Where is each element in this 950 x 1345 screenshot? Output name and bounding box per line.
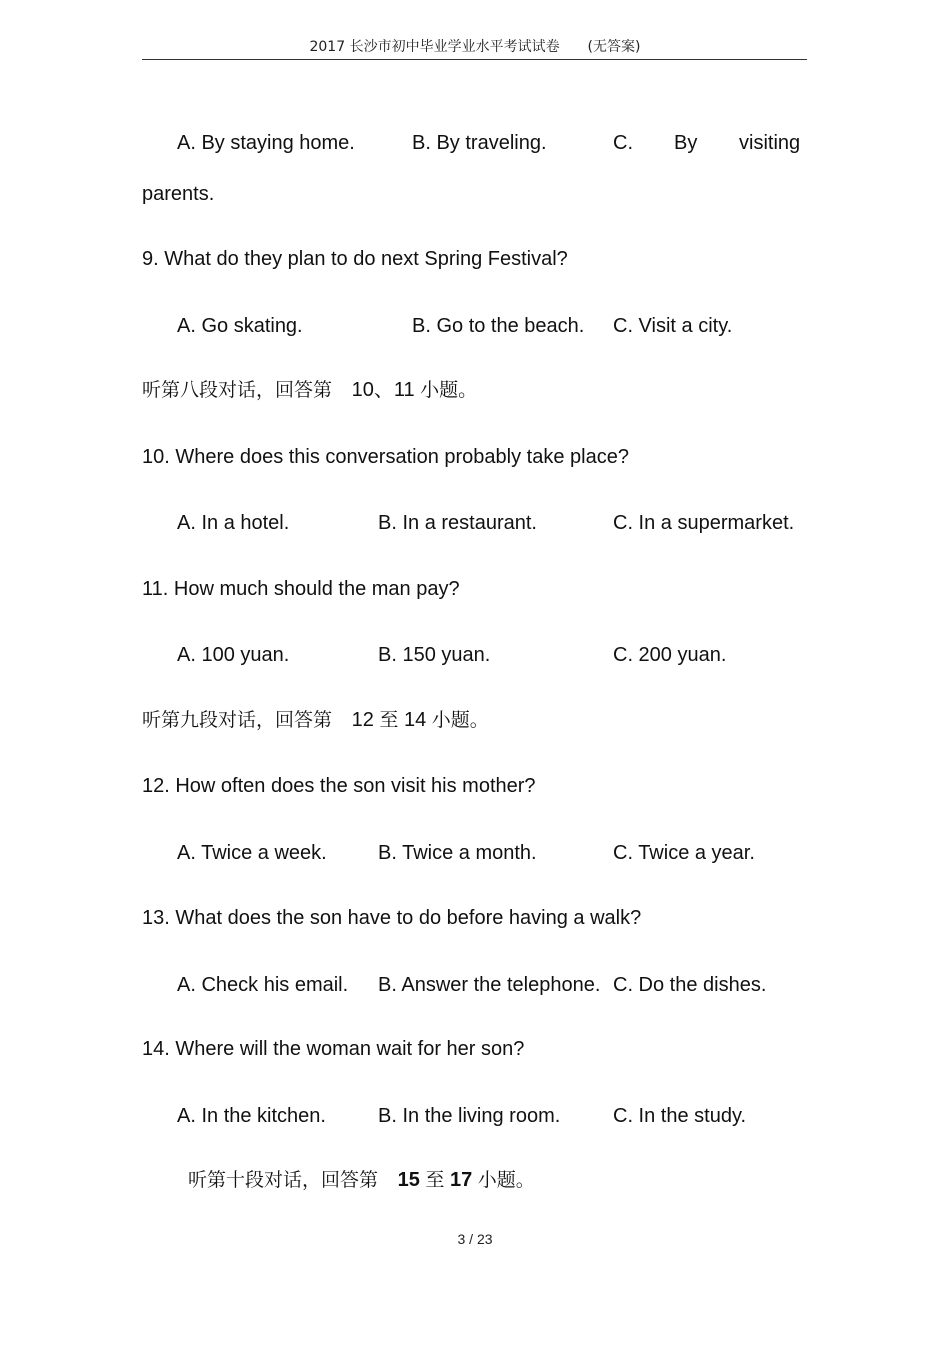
section-9-to: 至 — [379, 709, 399, 731]
q9-question: 9. What do they plan to do next Spring Festival? — [142, 248, 568, 270]
section-10-to: 至 — [425, 1169, 445, 1191]
q8-option-c-label: C. — [613, 132, 633, 154]
section-10-number-start: 15 — [397, 1169, 420, 1191]
q14-question: 14. Where will the woman wait for her son? — [142, 1038, 525, 1060]
q8-option-c-word2: visiting — [739, 132, 801, 154]
section-9-tail: 小题。 — [431, 709, 489, 731]
section-9-number-start: 12 — [351, 709, 374, 731]
header-divider — [142, 59, 807, 60]
section-8-instruction — [142, 378, 477, 402]
section-9-text: 听第九段对话，回答第 — [142, 709, 333, 731]
section-8-numbers: 10、11 — [351, 379, 415, 401]
q11-option-a: A. 100 yuan. — [177, 644, 290, 666]
q10-option-c: C. In a supermarket. — [613, 512, 795, 534]
q11-option-b: B. 150 yuan. — [378, 644, 491, 666]
q11-question: 11. How much should the man pay? — [142, 578, 460, 600]
q13-option-a: A. Check his email. — [177, 974, 349, 996]
q12-option-b: B. Twice a month. — [378, 842, 537, 864]
q9-option-a: A. Go skating. — [177, 315, 303, 337]
section-8-tail: 小题。 — [420, 379, 478, 401]
q9-option-c: C. Visit a city. — [613, 315, 733, 337]
section-9-number-end: 14 — [403, 709, 427, 731]
q10-question: 10. Where does this conversation probably take place? — [142, 446, 629, 468]
section-9-instruction — [142, 708, 489, 732]
q8-option-a: A. By staying home. — [177, 132, 355, 154]
section-10-text: 听第十段对话，回答第 — [188, 1169, 379, 1191]
section-10-number-end: 17 — [449, 1169, 473, 1191]
q8-option-b: B. By traveling. — [412, 132, 547, 154]
q14-option-c: C. In the study. — [613, 1105, 747, 1127]
q13-option-c: C. Do the dishes. — [613, 974, 767, 996]
q11-option-c: C. 200 yuan. — [613, 644, 727, 666]
section-10-instruction — [188, 1168, 535, 1192]
q13-question: 13. What does the son have to do before having a walk? — [142, 907, 642, 929]
q8-option-c-continued: parents. — [142, 183, 215, 205]
q10-option-a: A. In a hotel. — [177, 512, 290, 534]
q13-option-b: B. Answer the telephone. — [378, 974, 601, 996]
q8-option-c-word1: By — [674, 132, 698, 154]
q9-option-b: B. Go to the beach. — [412, 315, 585, 337]
section-10-tail: 小题。 — [477, 1169, 535, 1191]
section-8-text: 听第八段对话，回答第 — [142, 379, 333, 401]
q12-question: 12. How often does the son visit his mother? — [142, 775, 536, 797]
q14-option-b: B. In the living room. — [378, 1105, 561, 1127]
page-header: 2017 长沙市初中毕业学业水平考试试卷 (无答案) — [309, 39, 641, 55]
page-number: 3 / 23 — [457, 1231, 493, 1247]
q12-option-a: A. Twice a week. — [177, 842, 327, 864]
q12-option-c: C. Twice a year. — [613, 842, 755, 864]
q14-option-a: A. In the kitchen. — [177, 1105, 326, 1127]
q10-option-b: B. In a restaurant. — [378, 512, 537, 534]
